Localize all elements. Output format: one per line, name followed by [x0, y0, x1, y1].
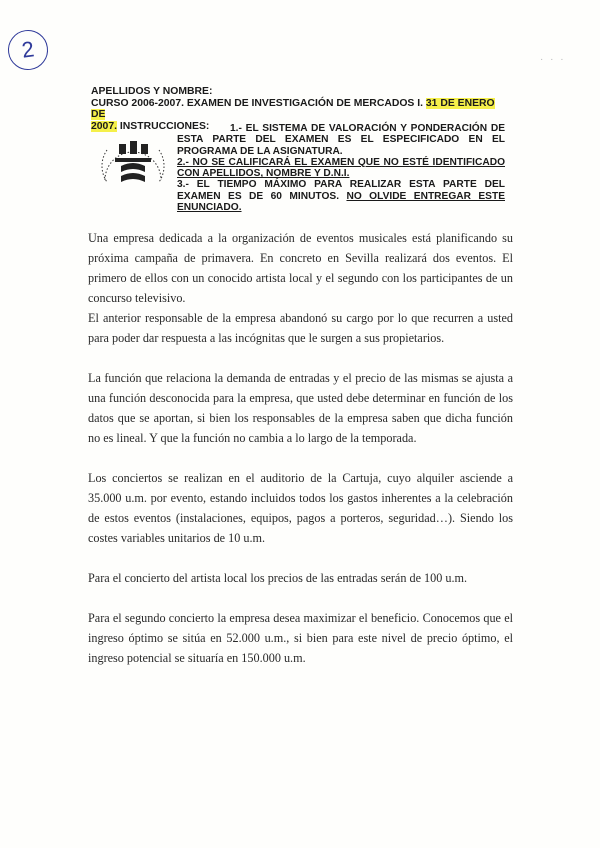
instruction-item-1: 1.- EL SISTEMA DE VALORACIÓN Y PONDERACIÓN DE ESTA PARTE DEL EXAMEN ES EL ESPECIFICADO EN EL PROGRAMA DE LA ASIGNATURA. [177, 123, 505, 157]
instructions-block [177, 123, 505, 213]
exam-date-highlight-a: 31 DE ENERO DE [91, 97, 495, 120]
course-line [91, 98, 511, 121]
seal-emblem [115, 141, 151, 182]
instruction-item-3-text: 3.- EL TIEMPO MÁXIMO PARA REALIZAR ESTA PARTE DEL EXAMEN ES DE 60 MINUTOS. [177, 179, 505, 202]
margin-mark: · · · [540, 54, 566, 65]
statement-paragraph-3: La función que relaciona la demanda de entradas y el precio de las mismas se ajusta a una función desconocida para la empresa, que usted debe determinar en función de los datos que se aportan, si bien los responsables de la empresa saben que dicha función no es lineal. Y que la función no cambia a lo largo de la temporada. [88, 371, 513, 445]
statement-paragraph-4: Los conciertos se realizan en el auditorio de la Cartuja, cuyo alquiler asciende a 35.000 u.m. por evento, estando incluidos todos los gastos inherentes a la celebración de estos eventos (instalaciones, equipos, pagos a porteros, seguridad…). Siendo los costes variables unitarios de 10 u.m. [88, 471, 513, 545]
instruction-item-3-emphasis: NO OLVIDE ENTREGAR ESTE ENUNCIADO. [177, 190, 505, 214]
course-text: CURSO 2006-2007. EXAMEN DE INVESTIGACIÓN DE MERCADOS I. [91, 97, 426, 109]
instructions-label: INSTRUCCIONES: [117, 120, 210, 132]
statement-paragraph-5: Para el concierto del artista local los precios de las entradas serán de 100 u.m. [88, 571, 468, 585]
instruction-item-2: 2.- NO SE CALIFICARÁ EL EXAMEN QUE NO ESTÉ IDENTIFICADO CON APELLIDOS, NOMBRE Y D.N.I. [177, 156, 505, 180]
statement-paragraph-6: Para el segundo concierto la empresa desea maximizar el beneficio. Conocemos que el ingreso óptimo se sitúa en 52.000 u.m., si bien para este nivel de precio óptimo, el ingreso potencial se situaría en 150.000 u.m. [88, 611, 513, 665]
university-seal-logo [97, 136, 169, 194]
name-field-label: APELLIDOS Y NOMBRE: [91, 86, 213, 97]
statement-paragraph-2: El anterior responsable de la empresa abandonó su cargo por lo que recurren a usted para poder dar respuesta a las incógnitas que le surgen a sus propietarios. [88, 311, 513, 345]
page-number-text: 2 [20, 36, 36, 63]
instruction-item-3 [177, 179, 505, 213]
exam-statement [88, 228, 513, 668]
handwritten-page-number [5, 27, 50, 72]
statement-paragraph-1: Una empresa dedicada a la organización de eventos musicales está planificando su próxima campaña de primavera. En concreto en Sevilla realizará dos eventos. El primero de ellos con un conocido artista local y el segundo con los participantes de un concurso televisivo. [88, 231, 513, 305]
exam-date-highlight-b: 2007. [91, 120, 118, 132]
